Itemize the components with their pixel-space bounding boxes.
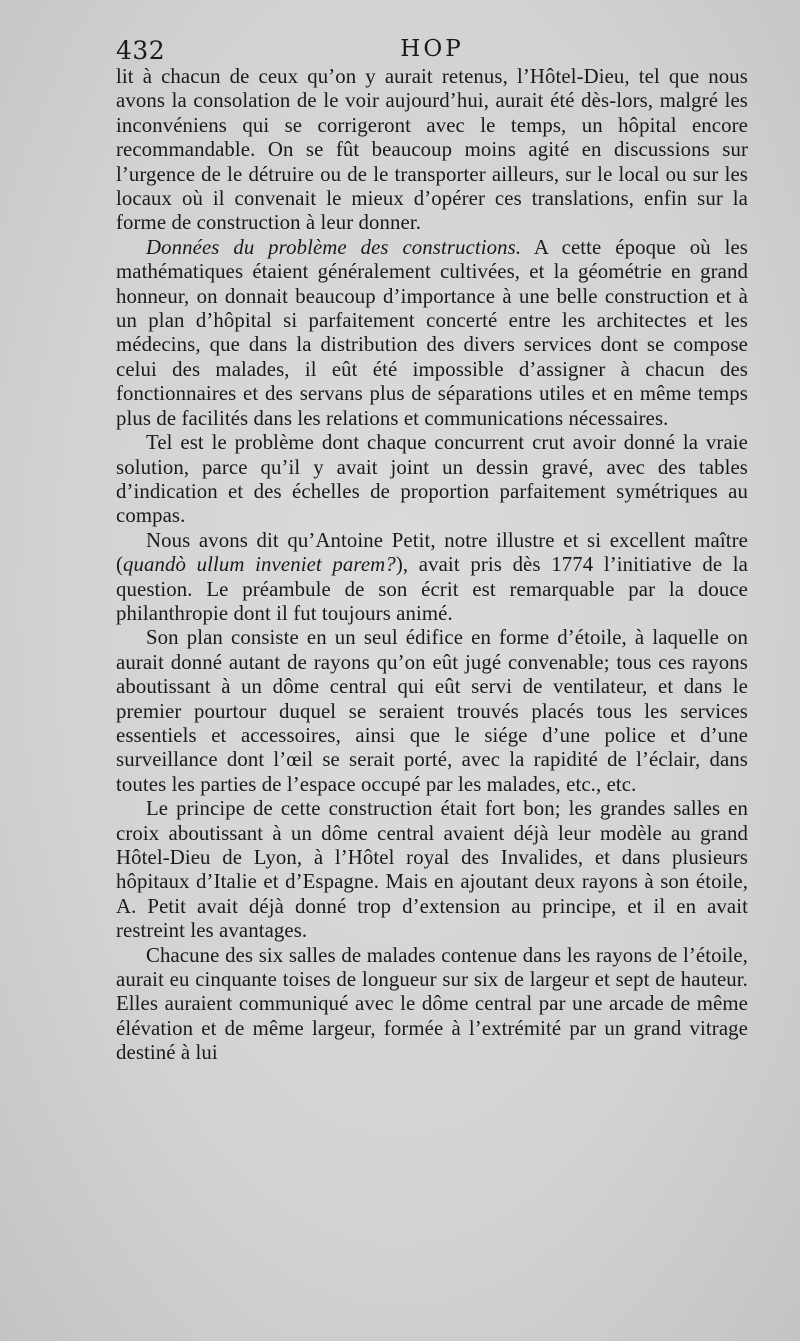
paragraph-text: Son plan consiste en un seul édifice en forme d’étoile, à laquelle on aurait donné autant de rayons qu’on eût jugé convenable; tous ces rayons aboutissant à un dôme central qui eût servi de ventilateur, et dans le premier pourtour duquel se seraient trouvés placés tous les services essentiels et accessoires, ainsi que le siége d’une police et d’une surveillance dont l’œil se serait porté, avec la rapidité de l’éclair, dans toutes les parties de l’espace occupé par les malades, etc., etc. [116,626,748,796]
body-text [116,65,748,1066]
paragraph-6 [116,797,748,943]
paragraph-5 [116,626,748,797]
paragraph-text: Tel est le problème dont chaque concurrent crut avoir donné la vraie solution, parce qu’il y avait joint un dessin gravé, avec des tables d’indication et des échelles de proportion parfaitement symétriques au compas. [116,431,748,528]
section-heading: Données du problème des constructions. [146,235,522,259]
paragraph-text: Le principe de cette construction était fort bon; les grandes salles en croix aboutissant à un dôme central avaient déjà leur modèle au grand Hôtel-Dieu de Lyon, à l’Hôtel royal des Invalides, et dans plusieurs hôpitaux d’Italie et d’Espagne. Mais en ajoutant deux rayons à son étoile, A. Petit avait déjà donné trop d’extension au principe, et il en avait restreint les avantages. [116,797,748,943]
running-head: HOP [400,36,464,62]
paragraph-text: A cette époque où les mathématiques étaient généralement cultivées, et la géométrie en grand honneur, on donnait beaucoup d’importance à une belle construction et à un plan d’hôpital si parfaitement concerté entre les architectes et les médecins, que dans la distribution des divers services dont se compose celui des malades, il eût été impossible d’assigner à chacun des fonctionnaires et des servans plus de séparations utiles et en même temps plus de facilités dans les relations et communications nécessaires. [116,235,748,430]
paragraph-4 [116,529,748,627]
paragraph-text: Chacune des six salles de malades contenue dans les rayons de l’étoile, aurait eu cinquante toises de longueur sur six de largeur et sept de hauteur. Elles auraient communiqué avec le dôme central par une arcade de même élévation et de même largeur, formée à l’extrémité par un grand vitrage destiné à lui [116,943,748,1065]
paragraph-3 [116,431,748,529]
page-header [116,36,748,66]
paragraph-1 [116,65,748,236]
paragraph-text: ), avait pris dès 1774 l’initiative de la question. Le préambule de son écrit est remarquable par la douce philanthropie dont il fut toujours animé. [116,553,748,625]
page-number: 432 [116,36,166,65]
paragraph-2 [116,236,748,431]
latin-quotation: quandò ullum inveniet parem? [123,553,396,577]
paragraph-text: Nous avons dit qu’Antoine Petit, notre illustre et si excellent maître ( [116,528,748,577]
paragraph-text: lit à chacun de ceux qu’on y aurait retenus, l’Hôtel-Dieu, tel que nous avons la consolation de le voir aujourd’hui, aurait été dès-lors, malgré les inconvéniens qui se corrigeront avec le temps, un hôpital encore recommandable. On se fût beaucoup moins agité en discussions sur l’urgence de le détruire ou de le transporter ailleurs, sur le local ou sur les locaux où il convenait le mieux d’opérer ces translations, enfin sur la forme de construction à leur donner. [116,65,748,235]
paragraph-7 [116,944,748,1066]
